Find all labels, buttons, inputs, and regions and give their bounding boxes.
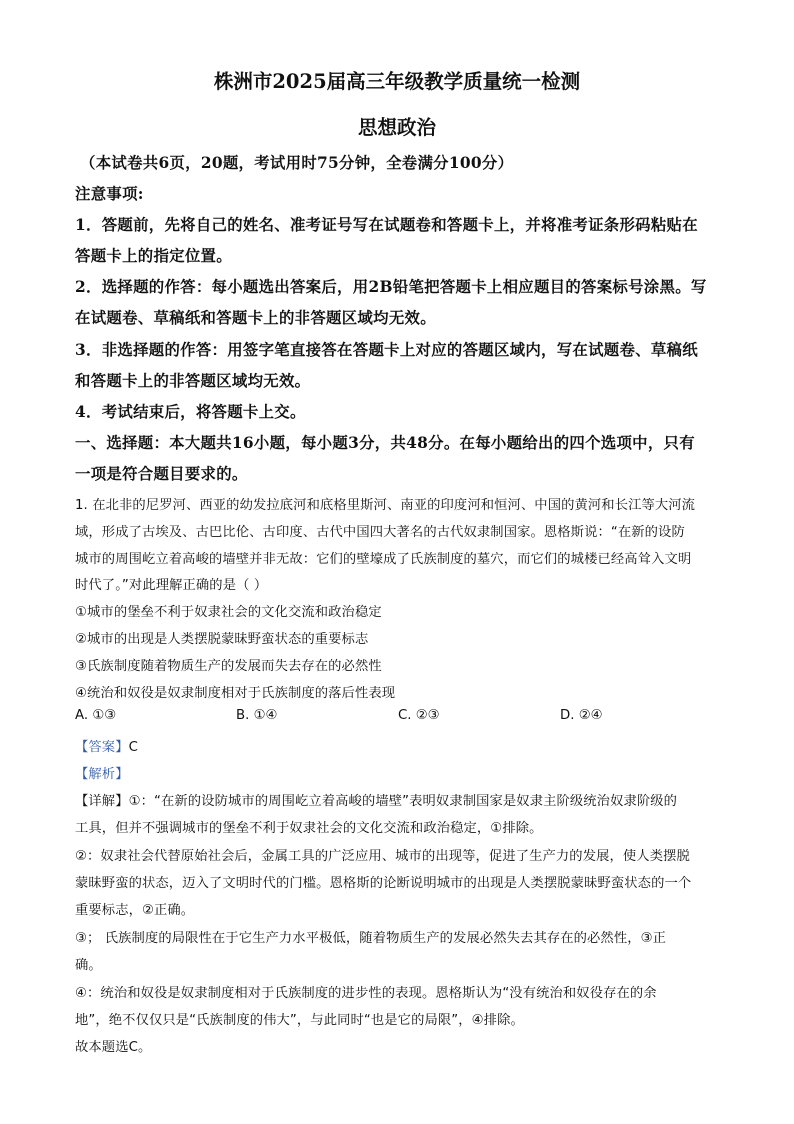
- answer-value: C: [128, 740, 138, 755]
- question-stem-line: 城市的周围屹立着高峻的墙壁并非无故：它们的壁壕成了氏族制度的墓穴，而它们的城楼已经高耸入文明: [75, 552, 692, 567]
- detail-line: 【详解】①：“在新的设防城市的周围屹立着高峻的墙壁”表明奴隶制国家是奴隶主阶级统治奴隶阶级的: [75, 794, 678, 809]
- detail-line: 确。: [75, 958, 102, 973]
- exam-info: （本试卷共6页，20题，考试用时75分钟，全卷满分100分）: [80, 154, 514, 172]
- detail-line: 蒙昧野蛮的状态，迈入了文明时代的门槛。恩格斯的论断说明城市的出现是人类摆脱蒙昧野蛮状态的一个: [75, 876, 692, 891]
- detail-line: 重要标志，②正确。: [75, 903, 195, 918]
- option-a: A. ①③: [75, 708, 117, 723]
- answer-line: [75, 736, 138, 755]
- analysis-label-text: 【解析】: [75, 767, 129, 782]
- section-heading-cont: 一项是符合题目要求的。: [75, 465, 248, 483]
- note-line: 3．非选择题的作答：用签字笔直接答在答题卡上对应的答题区域内，写在试题卷、草稿纸: [75, 341, 698, 359]
- answer-label: 【答案】: [75, 740, 129, 755]
- note-line: 答题卡上的指定位置。: [75, 247, 232, 265]
- question-stem-line: 域，形成了古埃及、古巴比伦、古印度、古代中国四大著名的古代奴隶制国家。恩格斯说：“在新的设防: [75, 525, 685, 540]
- question-stem-line: 1. 在北非的尼罗河、西亚的幼发拉底河和底格里斯河、南亚的印度河和恒河、中国的黄河和长江等大河流: [75, 498, 696, 513]
- option-b: B. ①④: [236, 708, 278, 723]
- note-line: 和答题卡上的非答题区域均无效。: [75, 372, 311, 390]
- analysis-label: [75, 763, 129, 782]
- statement-2: ②城市的出现是人类摆脱蒙昧野蛮状态的重要标志: [75, 632, 369, 647]
- note-line: 2．选择题的作答：每小题选出答案后，用2B铅笔把答题卡上相应题目的答案标号涂黑。写: [75, 278, 707, 296]
- detail-line: ③； 氏族制度的局限性在于它生产力水平极低，随着物质生产的发展必然失去其存在的必然性，③正: [75, 931, 667, 946]
- detail-line: 工具，但并不强调城市的堡垒不利于奴隶社会的文化交流和政治稳定，①排除。: [75, 821, 543, 836]
- statement-4: ④统治和奴役是奴隶制度相对于氏族制度的落后性表现: [75, 686, 396, 701]
- section-heading: 一、选择题：本大题共16小题，每小题3分，共48分。在每小题给出的四个选项中，只有: [75, 434, 695, 452]
- detail-line: 故本题选C。: [75, 1040, 152, 1055]
- detail-line: ④：统治和奴役是奴隶制度相对于氏族制度的进步性的表现。恩格斯认为“没有统治和奴役存在的余: [75, 986, 657, 1001]
- note-line: 4．考试结束后，将答题卡上交。: [75, 403, 306, 421]
- notes-heading: 注意事项:: [75, 185, 144, 203]
- subject-title: 思想政治: [357, 116, 436, 139]
- option-d: D. ②④: [560, 708, 603, 723]
- statement-3: ③氏族制度随着物质生产的发展而失去存在的必然性: [75, 659, 382, 674]
- detail-line: ②：奴隶社会代替原始社会后，金属工具的广泛应用、城市的出现等，促进了生产力的发展，使人类摆脱: [75, 849, 690, 864]
- note-line: 1．答题前，先将自己的姓名、准考证号写在试题卷和答题卡上，并将准考证条形码粘贴在: [75, 216, 698, 234]
- exam-title: 株洲市2025届高三年级教学质量统一检测: [213, 70, 581, 93]
- detail-line: 地”，绝不仅仅只是“氏族制度的伟大”，与此同时“也是它的局限”，④排除。: [75, 1013, 524, 1028]
- option-c: C. ②③: [398, 708, 440, 723]
- statement-1: ①城市的堡垒不利于奴隶社会的文化交流和政治稳定: [75, 605, 382, 620]
- note-line: 在试题卷、草稿纸和答题卡上的非答题区域均无效。: [75, 309, 436, 327]
- question-stem-line: 时代了。”对此理解正确的是（ ）: [75, 578, 268, 593]
